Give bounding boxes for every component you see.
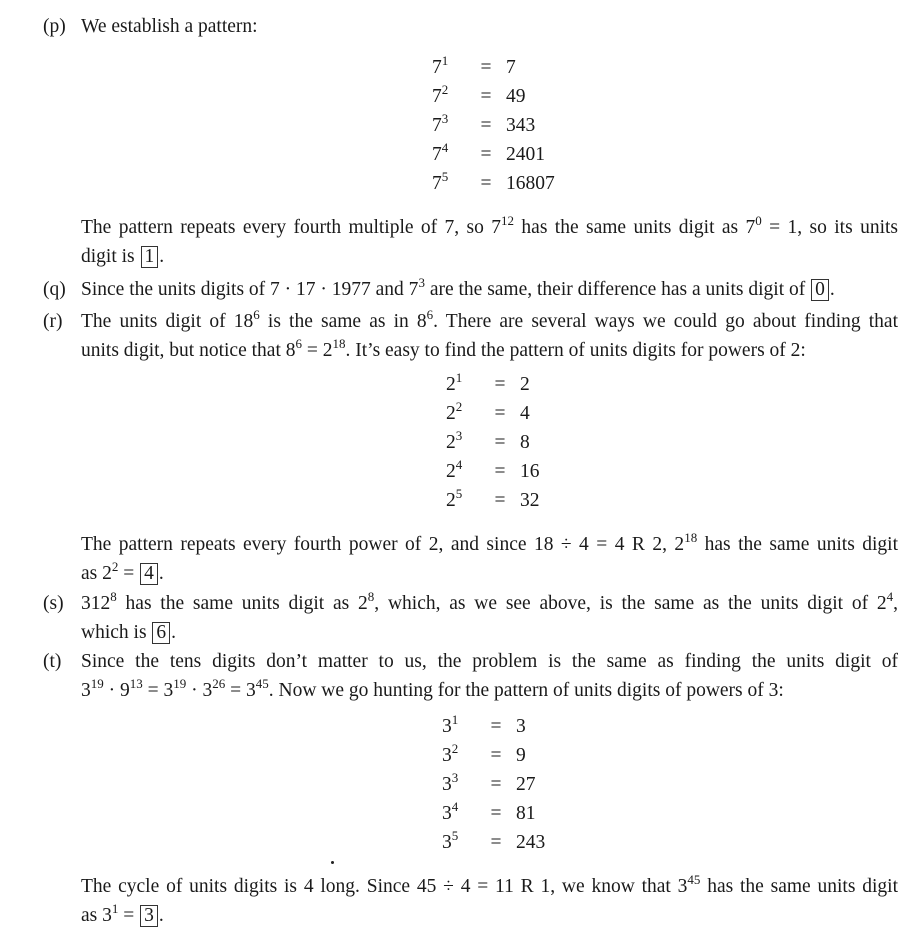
power-exponent: 3 bbox=[455, 428, 463, 443]
text-line bbox=[81, 872, 898, 901]
answer-box-t: 3 bbox=[140, 905, 158, 927]
superscript-text: 45 bbox=[255, 676, 269, 691]
equals-sign: = bbox=[480, 115, 492, 136]
text-segment: digit is bbox=[81, 246, 140, 267]
equation-value: 27 bbox=[516, 774, 536, 795]
powers-of-3-table bbox=[442, 712, 545, 857]
equals-sign: = bbox=[490, 803, 502, 824]
equation-row bbox=[446, 486, 540, 515]
text-segment: = 1, so its units bbox=[761, 217, 898, 238]
text-line bbox=[81, 242, 898, 271]
item-s-text bbox=[81, 589, 898, 647]
item-q-text bbox=[81, 275, 898, 304]
text-segment: . bbox=[159, 246, 165, 267]
text-segment: is the same as in 8 bbox=[259, 311, 427, 332]
text-segment: The pattern repeats every fourth multiple of 7, so 7 bbox=[81, 217, 502, 238]
power-exponent: 3 bbox=[441, 111, 449, 126]
superscript-text: 8 bbox=[367, 589, 375, 604]
equation-lhs bbox=[442, 712, 476, 741]
equation-value: 32 bbox=[520, 490, 540, 511]
equation-row bbox=[446, 370, 540, 399]
equals-sign: = bbox=[490, 745, 502, 766]
power-exponent: 1 bbox=[455, 370, 463, 385]
superscript-text: 13 bbox=[129, 676, 143, 691]
power-base: 3 bbox=[442, 774, 452, 795]
equation-lhs bbox=[446, 399, 480, 428]
power-exponent: 3 bbox=[451, 770, 459, 785]
text-segment: units digit, but notice that 8 bbox=[81, 340, 296, 361]
text-segment: . There are several ways we could go about finding that bbox=[433, 311, 898, 332]
text-line bbox=[81, 213, 898, 242]
equals-sign: = bbox=[480, 173, 492, 194]
power-exponent: 2 bbox=[451, 741, 459, 756]
item-label-q: (q) bbox=[43, 279, 66, 300]
equals-sign: = bbox=[494, 374, 506, 395]
equals-sign: = bbox=[494, 490, 506, 511]
text-segment: = 3 bbox=[142, 680, 174, 701]
power-exponent: 5 bbox=[451, 828, 459, 843]
equals-sign: = bbox=[480, 86, 492, 107]
item-t-conclusion bbox=[81, 872, 898, 930]
superscript-text: 19 bbox=[173, 676, 187, 691]
equation-value: 4 bbox=[520, 403, 530, 424]
text-line bbox=[81, 307, 898, 336]
power-base: 3 bbox=[442, 745, 452, 766]
power-base: 7 bbox=[432, 144, 442, 165]
equation-value: 49 bbox=[506, 86, 526, 107]
equation-lhs bbox=[432, 140, 466, 169]
equation-value: 9 bbox=[516, 745, 526, 766]
answer-box-s: 6 bbox=[152, 622, 170, 644]
text-segment: = bbox=[118, 563, 140, 584]
equation-row bbox=[432, 111, 555, 140]
text-segment: are the same, their difference has a units digit of bbox=[424, 279, 811, 300]
text-line bbox=[81, 530, 898, 559]
power-base: 7 bbox=[432, 57, 442, 78]
power-base: 7 bbox=[432, 115, 442, 136]
superscript-text: 26 bbox=[212, 676, 226, 691]
stray-mark bbox=[331, 861, 334, 864]
equation-row bbox=[446, 457, 540, 486]
text-segment: · 3 bbox=[186, 680, 213, 701]
power-base: 7 bbox=[432, 86, 442, 107]
text-segment: Since the tens digits don’t matter to us, the problem is the same as finding the units digit of bbox=[81, 651, 898, 672]
item-t-text bbox=[81, 647, 898, 705]
text-line bbox=[81, 559, 898, 588]
equals-sign: = bbox=[490, 832, 502, 853]
equals-sign: = bbox=[494, 461, 506, 482]
equation-value: 243 bbox=[516, 832, 546, 853]
power-base: 7 bbox=[432, 173, 442, 194]
power-exponent: 1 bbox=[451, 712, 459, 727]
superscript-text: 6 bbox=[253, 307, 260, 322]
equation-lhs bbox=[446, 486, 480, 515]
power-base: 3 bbox=[442, 716, 452, 737]
text-segment: has the same units digit as 2 bbox=[116, 593, 368, 614]
equation-lhs bbox=[446, 370, 480, 399]
powers-of-2-table bbox=[446, 370, 540, 515]
text-segment: , which, as we see above, is the same as the units digit of 2 bbox=[374, 593, 887, 614]
text-segment: as 2 bbox=[81, 563, 112, 584]
text-segment: has the same units digit as 7 bbox=[514, 217, 756, 238]
power-exponent: 5 bbox=[441, 169, 449, 184]
equals-sign: = bbox=[490, 774, 502, 795]
text-segment: . Now we go hunting for the pattern of units digits of powers of 3: bbox=[268, 680, 784, 701]
superscript-text: 6 bbox=[426, 307, 434, 322]
text-segment: as 3 bbox=[81, 905, 112, 926]
superscript-text: 45 bbox=[687, 872, 701, 887]
equation-row bbox=[432, 140, 555, 169]
equals-sign: = bbox=[494, 432, 506, 453]
text-segment: . bbox=[158, 563, 164, 584]
equation-lhs bbox=[442, 799, 476, 828]
text-segment: 3 bbox=[81, 680, 91, 701]
equation-row bbox=[442, 828, 545, 857]
text-segment: = 2 bbox=[301, 340, 333, 361]
text-line bbox=[81, 676, 898, 705]
equation-lhs bbox=[446, 428, 480, 457]
superscript-text: 18 bbox=[684, 530, 698, 545]
item-p-intro: We establish a pattern: bbox=[81, 16, 258, 37]
equation-row bbox=[442, 712, 545, 741]
text-segment: has the same units digit bbox=[697, 534, 898, 555]
item-p-conclusion bbox=[81, 213, 898, 271]
powers-of-7-table bbox=[432, 53, 555, 198]
equation-lhs bbox=[446, 457, 480, 486]
equation-row bbox=[432, 169, 555, 198]
power-base: 2 bbox=[446, 461, 456, 482]
text-segment: . bbox=[829, 279, 835, 300]
equation-value: 8 bbox=[520, 432, 530, 453]
text-line bbox=[81, 336, 898, 365]
text-segment: which is bbox=[81, 622, 152, 643]
equation-value: 81 bbox=[516, 803, 536, 824]
power-base: 2 bbox=[446, 432, 456, 453]
equation-row bbox=[446, 399, 540, 428]
superscript-text: 8 bbox=[110, 589, 117, 604]
equation-lhs bbox=[432, 53, 466, 82]
equals-sign: = bbox=[490, 716, 502, 737]
text-segment: . bbox=[171, 622, 177, 643]
equation-lhs bbox=[432, 82, 466, 111]
text-line bbox=[81, 275, 898, 304]
equation-row bbox=[432, 53, 555, 82]
superscript-text: 6 bbox=[295, 336, 302, 351]
answer-box-q: 0 bbox=[811, 279, 829, 301]
text-segment: , bbox=[893, 593, 898, 614]
text-segment: · 9 bbox=[103, 680, 130, 701]
power-base: 3 bbox=[442, 832, 452, 853]
text-line bbox=[81, 618, 898, 647]
power-base: 3 bbox=[442, 803, 452, 824]
item-label-t: (t) bbox=[43, 651, 62, 672]
equation-row bbox=[446, 428, 540, 457]
power-base: 2 bbox=[446, 374, 456, 395]
superscript-text: 3 bbox=[418, 275, 425, 290]
equation-row bbox=[442, 741, 545, 770]
superscript-text: 0 bbox=[755, 213, 762, 228]
item-label-s: (s) bbox=[43, 593, 64, 614]
text-segment: . It’s easy to find the pattern of units digits for powers of 2: bbox=[345, 340, 806, 361]
equation-row bbox=[442, 770, 545, 799]
equation-row bbox=[432, 82, 555, 111]
text-segment: 312 bbox=[81, 593, 111, 614]
superscript-text: 2 bbox=[111, 559, 119, 574]
text-line bbox=[81, 647, 898, 676]
superscript-text: 12 bbox=[501, 213, 515, 228]
equation-lhs bbox=[442, 828, 476, 857]
equation-lhs bbox=[442, 770, 476, 799]
text-segment: = 3 bbox=[225, 680, 256, 701]
equation-value: 2 bbox=[520, 374, 530, 395]
text-segment: has the same units digit bbox=[700, 876, 899, 897]
text-segment: . bbox=[158, 905, 164, 926]
text-segment: The cycle of units digits is 4 long. Since 45 ÷ 4 = 11 R 1, we know that 3 bbox=[81, 876, 688, 897]
equation-value: 16 bbox=[520, 461, 540, 482]
text-segment: The units digit of 18 bbox=[81, 311, 254, 332]
equation-value: 16807 bbox=[506, 173, 555, 194]
item-r-conclusion bbox=[81, 530, 898, 588]
superscript-text: 4 bbox=[886, 589, 894, 604]
item-label-p: (p) bbox=[43, 16, 66, 37]
power-exponent: 4 bbox=[455, 457, 463, 472]
power-exponent: 4 bbox=[441, 140, 449, 155]
superscript-text: 19 bbox=[90, 676, 104, 691]
equation-value: 3 bbox=[516, 716, 526, 737]
equation-value: 343 bbox=[506, 115, 536, 136]
equation-value: 7 bbox=[506, 57, 516, 78]
text-segment: Since the units digits of 7 · 17 · 1977 and 7 bbox=[81, 279, 419, 300]
text-line bbox=[81, 901, 898, 930]
power-exponent: 5 bbox=[455, 486, 463, 501]
equation-lhs bbox=[442, 741, 476, 770]
text-line bbox=[81, 589, 898, 618]
equation-row bbox=[442, 799, 545, 828]
equation-lhs bbox=[432, 169, 466, 198]
power-exponent: 4 bbox=[451, 799, 459, 814]
item-label-r: (r) bbox=[43, 311, 63, 332]
equals-sign: = bbox=[494, 403, 506, 424]
power-exponent: 2 bbox=[441, 82, 449, 97]
power-exponent: 2 bbox=[455, 399, 463, 414]
text-segment: The pattern repeats every fourth power of 2, and since 18 ÷ 4 = 4 R 2, 2 bbox=[81, 534, 685, 555]
equation-lhs bbox=[432, 111, 466, 140]
text-segment: = bbox=[118, 905, 140, 926]
item-r-text bbox=[81, 307, 898, 365]
superscript-text: 18 bbox=[332, 336, 346, 351]
equals-sign: = bbox=[480, 57, 492, 78]
power-base: 2 bbox=[446, 403, 456, 424]
answer-box-r: 4 bbox=[140, 563, 158, 585]
power-exponent: 1 bbox=[441, 53, 449, 68]
answer-box-p: 1 bbox=[141, 246, 159, 268]
superscript-text: 1 bbox=[111, 901, 119, 916]
equation-value: 2401 bbox=[506, 144, 545, 165]
equals-sign: = bbox=[480, 144, 492, 165]
power-base: 2 bbox=[446, 490, 456, 511]
